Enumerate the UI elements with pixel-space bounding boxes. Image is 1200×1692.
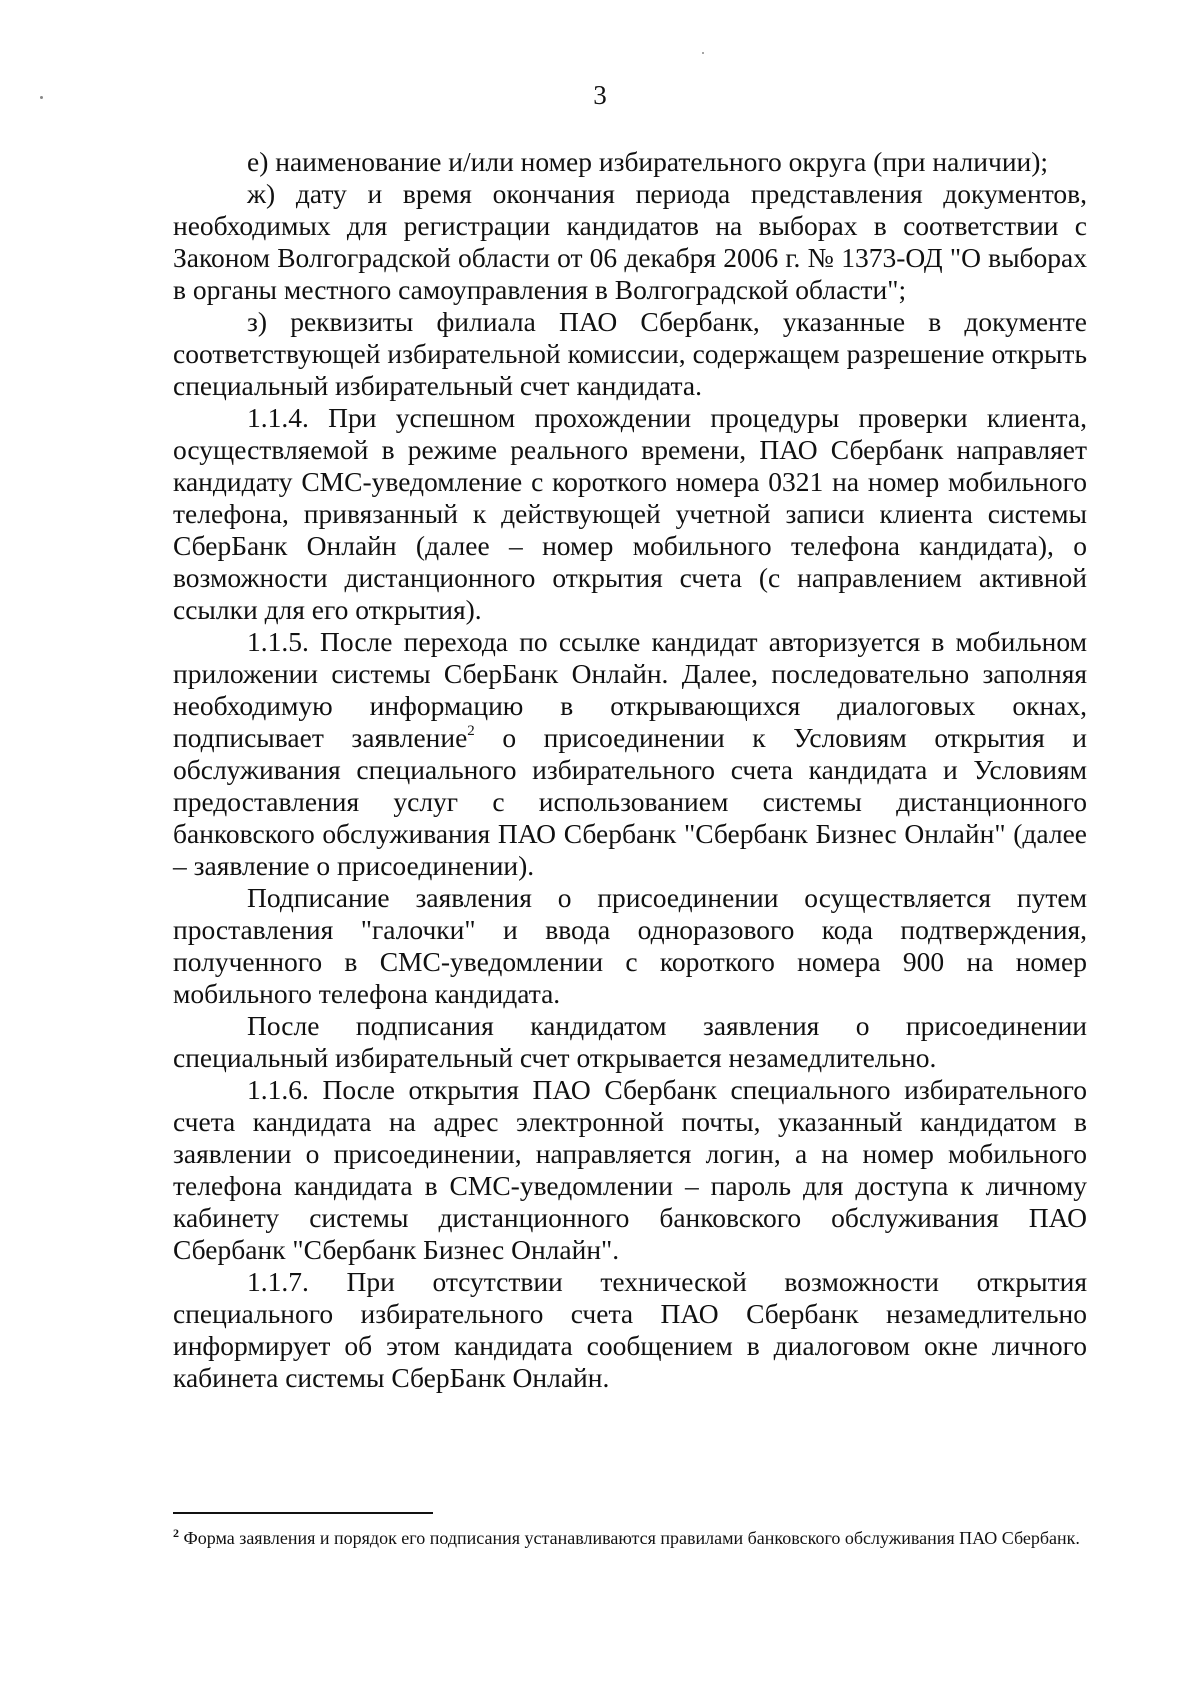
document-body: [173, 146, 1087, 1394]
scan-speck: [702, 52, 704, 54]
footnote-text: Форма заявления и порядок его подписания устанавливаются правилами банковского обслуживания ПАО Сбербанк.: [179, 1528, 1080, 1548]
paragraph-z: з) реквизиты филиала ПАО Сбербанк, указанные в документе соответствующей избирательной комиссии, содержащем разрешение открыть специальный избирательный счет кандидата.: [173, 306, 1087, 401]
paragraph-1-1-6: 1.1.6. После открытия ПАО Сбербанк специального избирательного счета кандидата на адрес электронной почты, указанный кандидатом в заявлении о присоединении, направляется логин, а на номер мобильного телефона кандидата в СМС-уведомлении – пароль для доступа к личному кабинету системы дистанционного банковского обслуживания ПАО Сбербанк "Сбербанк Бизнес Онлайн".: [173, 1074, 1087, 1265]
page-number: 3: [593, 80, 607, 110]
paragraph-1-1-4: 1.1.4. При успешном прохождении процедуры проверки клиента, осуществляемой в режиме реального времени, ПАО Сбербанк направляет кандидату СМС-уведомление с короткого номера 0321 на номер мобильного телефона, привязанный к действующей учетной записи клиента системы СберБанк Онлайн (далее – номер мобильного телефона кандидата), о возможности дистанционного открытия счета (с направлением активной ссылки для его открытия).: [173, 402, 1087, 625]
paragraph-signing: Подписание заявления о присоединении осуществляется путем проставления "галочки" и ввода одноразового кода подтверждения, полученного в СМС-уведомлении с короткого номера 900 на номер мобильного телефона кандидата.: [173, 882, 1087, 1009]
paragraph-after-signing: После подписания кандидатом заявления о присоединении специальный избирательный счет открывается незамедлительно.: [173, 1010, 1087, 1073]
footnote-reference: 2: [467, 723, 475, 739]
paragraph-1-1-5-text-start: 1.1.5. После перехода по ссылке кандидат авторизуется в мобильном приложении системы СберБанк Онлайн. Далее, последовательно заполняя необходимую информацию в открывающихся диалоговых окнах, подписывает заявление: [173, 626, 1087, 753]
paragraph-1-1-7: 1.1.7. При отсутствии технической возможности открытия специального избирательного счета ПАО Сбербанк незамедлительно информирует об этом кандидата сообщением в диалоговом окне личного кабинета системы СберБанк Онлайн.: [173, 1266, 1087, 1393]
paragraph-e: е) наименование и/или номер избирательного округа (при наличии);: [247, 146, 1049, 177]
footnote: [173, 1526, 1087, 1550]
paragraph-1-1-5: [173, 626, 1087, 882]
paragraph-zh: ж) дату и время окончания периода представления документов, необходимых для регистрации кандидатов на выборах в соответствии с Законом Волгоградской области от 06 декабря 2006 г. № 1373-ОД "О выборах в органы местного самоуправления в Волгоградской области";: [173, 178, 1087, 305]
footnote-mark: 2: [173, 1526, 179, 1540]
paragraph-1-1-5-text-end: о присоединении к Условиям открытия и обслуживания специального избирательного счета кандидата и Условиям предоставления услуг с использованием системы дистанционного банковского обслуживания ПАО Сбербанк "Сбербанк Бизнес Онлайн" (далее – заявление о присоединении).: [173, 722, 1087, 881]
footnote-divider: [173, 1512, 433, 1514]
